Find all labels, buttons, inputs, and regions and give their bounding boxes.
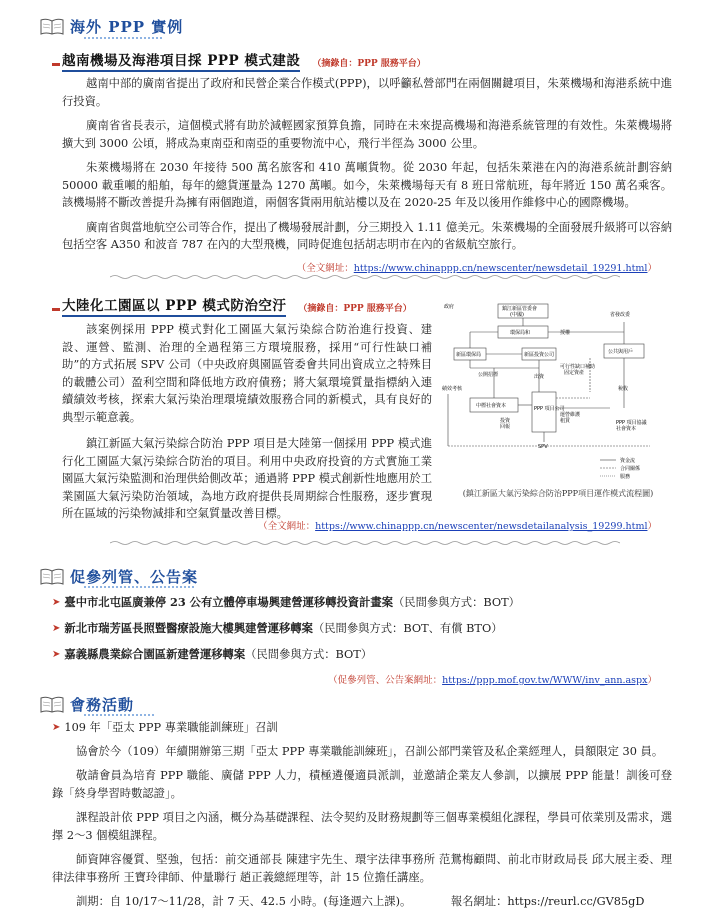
source-link-line <box>328 672 657 686</box>
training-info <box>52 893 672 911</box>
paragraph: 鎮江新區大氣污染綜合防治 PPP 項目是大陸第一個採用 PPP 模式進行化工園區大氣污染綜合防治的項目。利用中央政府投資的方式實施工業園區大氣污染監測和治理供給側改革；通過將 PPP 模式創新性地應用於工業園區大氣污染防治領域，為地方政府提供長周期綜合性服務，逐步實現所在區域的污染物減排和空氣質量改善目標。 <box>62 437 432 520</box>
title-marker <box>52 63 60 66</box>
open-book-icon <box>40 18 64 35</box>
signup-link[interactable]: 報名網址：https://reurl.cc/GV85gD <box>450 895 645 908</box>
article-source: （摘錄自：PPP 服務平台） <box>298 304 412 314</box>
link-label: （全文網址： <box>296 263 354 274</box>
legend-label: 資金流 <box>620 458 636 464</box>
section-title: 海外 PPP 實例 <box>70 18 184 36</box>
diagram-label: 公共與用戶 <box>608 349 634 355</box>
diagram-label: 績效考核 <box>442 386 463 392</box>
wavy-divider <box>110 540 620 546</box>
section-header-bids <box>40 566 198 587</box>
diagram-label: 鎮江新區管委會 <box>502 306 538 312</box>
link-close: ） <box>647 263 657 274</box>
paragraph: 廣南省與當地航空公司等合作，提出了機場發展計劃，分三期投入 1.11 億美元。朱萊機場的全面發展升級將可以容納包括空客 A350 和波音 787 在內的大型飛機，同時促進包括胡志明市在內的省級航空旅行。 <box>62 220 672 251</box>
wavy-divider <box>110 274 620 280</box>
article-header <box>52 49 426 72</box>
article-title: 大陸化工園區以 PPP 模式防治空汙 <box>62 294 286 317</box>
diagram-box <box>532 392 556 432</box>
paragraph: 課程設計依 PPP 項目之內涵，概分為基礎課程、法令契約及財務規劃等三個專業模組化課程，學員可依業別及需求，選擇 2～3 個模組課程。 <box>52 811 672 842</box>
arrow-right-icon: ➤ <box>52 648 61 660</box>
title-marker <box>52 308 60 311</box>
list-item[interactable] <box>52 620 503 636</box>
project-name: 臺中市北屯區廣兼停 23 公有立體停車場興建營運移轉投資計畫案 <box>64 595 393 609</box>
article-header <box>52 294 412 317</box>
paragraph: 越南中部的廣南省提出了政府和民營企業合作模式(PPP)，以呼籲私營部門在兩個關鍵項目，朱萊機場和海港系統中進行投資。 <box>62 77 672 108</box>
diagram-label: (中國) <box>510 312 524 318</box>
source-link-line <box>297 260 657 274</box>
source-link[interactable]: https://ppp.mof.gov.tw/WWW/inv_ann.aspx <box>442 675 648 686</box>
source-link[interactable]: https://www.chinappp.cn/newscenter/newsdetailanalysis_19299.html <box>315 521 648 532</box>
diagram-label: 授權 <box>560 330 571 336</box>
figure-caption: (鎮江新區大氣污染綜合防治PPP項目運作模式流程圖) <box>462 489 654 498</box>
open-book-icon <box>40 696 64 713</box>
section-title: 促參列管、公告案 <box>70 568 199 586</box>
legend-label: 合同關係 <box>620 466 641 472</box>
project-mode: （民間參與方式：BOT） <box>245 648 373 661</box>
diagram-label: SPV <box>538 444 548 450</box>
diagram-label: 省發改委 <box>610 312 631 318</box>
diagram-label: 新區環保局 <box>456 352 482 358</box>
diagram-label: 運營維護 <box>560 412 581 418</box>
section-title: 會務活動 <box>70 696 135 714</box>
diagram-label: PPP 項目協議 <box>616 420 647 426</box>
project-name: 嘉義縣農業綜合園區新建營運移轉案 <box>64 647 246 661</box>
link-close: ） <box>647 675 657 686</box>
diagram-label: 稅收 <box>618 386 629 392</box>
diagram-label: 可行性缺口補助 <box>560 364 596 370</box>
diagram-label: 政府 <box>444 304 455 310</box>
title-underline <box>84 714 154 716</box>
diagram-label: 社會資本 <box>616 426 637 432</box>
diagram-label: 新區投資公司 <box>524 352 555 358</box>
arrow-right-icon: ➤ <box>52 596 61 608</box>
diagram-legend <box>600 457 641 480</box>
title-underline <box>84 37 164 39</box>
diagram-label: 公開招標 <box>478 372 499 378</box>
project-name: 新北市瑞芳區長照暨醫療設施大樓興建營運移轉案 <box>64 621 313 635</box>
paragraph: 該案例採用 PPP 模式對化工園區大氣污染綜合防治進行投資、建設、運營、監測、治理的全過程第三方環境服務，採用“可行性缺口補助”的方式拓展 SPV 公司（中央政府與園區管委會共同出資成立之特殊目的載體公司）盈利空間和降低地方政府債務；將大氣環境質量指標納入連續績效考核，探索大氣污染治理環境績效服務合同的新模式，具有良好的典型示範意義。 <box>62 323 432 424</box>
link-label: （促參列管、公告案網址： <box>328 675 443 686</box>
diagram-label: 中標社會資本 <box>476 403 507 409</box>
diagram-label: 出資 <box>534 374 545 380</box>
list-item[interactable] <box>52 594 520 610</box>
article-body <box>62 321 432 523</box>
source-link[interactable]: https://www.chinappp.cn/newscenter/newsdetail_19291.html <box>353 263 648 274</box>
activity-title-text: 109 年「亞太 PPP 專業職能訓練班」召訓 <box>64 721 278 734</box>
paragraph: 朱萊機場將在 2030 年接待 500 萬名旅客和 410 萬噸貨物。從 2030 年起，包括朱萊港在內的海港系統計劃容納 50000 載重噸的船舶，每年的總貨運量為 1270 萬噸。如今，朱萊機場每天有 8 班日常航班，每年將近 150 萬名乘客。該機場將不斷改善提升為擁有兩個跑道，兩個客貨兩用航站樓以及在 2020-25 年及以後用作維修中心的國際機場。 <box>62 161 672 209</box>
paragraph: 師資陣容優質、堅強，包括：前交通部長 陳建宇先生、環宇法律事務所 范鴛梅顧問、前北市財政局長 邱大展主委、理律法律事務所 王寶玲律師、仲量聯行 趙正義總經理等，計 15 位擔任講座。 <box>52 853 672 884</box>
diagram-label: 環保局和 <box>510 330 531 336</box>
source-link-line <box>258 518 657 532</box>
section-header-overseas <box>40 16 183 37</box>
link-label: （全文網址： <box>258 521 316 532</box>
ppp-flow-diagram <box>440 298 676 498</box>
section-header-activities <box>40 694 134 715</box>
training-period: 訓期：自 10/17～11/28，計 7 天、42.5 小時。(每逢週六上課)。 <box>76 895 412 908</box>
activity-body <box>52 743 672 911</box>
arrow-right-icon: ➤ <box>52 622 61 634</box>
link-close: ） <box>647 521 657 532</box>
diagram-label: 固定資產 <box>564 370 585 376</box>
paragraph: 敬請會員為培育 PPP 職能、廣儲 PPP 人力，積極遴優適員派訓，並邀請企業友人參訓，以擴展 PPP 能量！訓後可登錄「終身學習時數認證」。 <box>52 769 672 800</box>
article-source: （摘錄自：PPP 服務平台） <box>312 59 426 69</box>
paragraph: 協會於今（109）年續開辦第三期「亞太 PPP 專業職能訓練班」，召訓公部門業管及私企業經理人，員額限定 30 員。 <box>76 745 664 758</box>
list-item[interactable] <box>52 646 372 662</box>
diagram-label: 租賃 <box>560 418 571 424</box>
diagram-label: 投資 <box>500 418 511 424</box>
project-mode: （民間參與方式：BOT） <box>393 596 520 609</box>
legend-label: 服務 <box>620 474 631 480</box>
title-underline <box>84 586 194 588</box>
diagram-label: 回報 <box>500 424 511 430</box>
article-title: 越南機場及海港項目採 PPP 模式建設 <box>62 49 300 72</box>
article-body <box>62 75 672 254</box>
paragraph: 廣南省省長表示，這個模式將有助於減輕國家預算負擔，同時在未來提高機場和海港系統管理的有效性。朱萊機場將擴大到 3000 公頃，將成為東南亞和南亞的重要物流中心，飛行半徑為 3000 公里。 <box>62 119 672 150</box>
diagram-label: PPP 項目公司 <box>534 406 565 412</box>
arrow-right-icon: ➤ <box>52 721 61 733</box>
project-mode: （民間參與方式：BOT、有償 BTO） <box>312 622 503 635</box>
activity-title <box>52 719 278 735</box>
open-book-icon <box>40 568 64 585</box>
